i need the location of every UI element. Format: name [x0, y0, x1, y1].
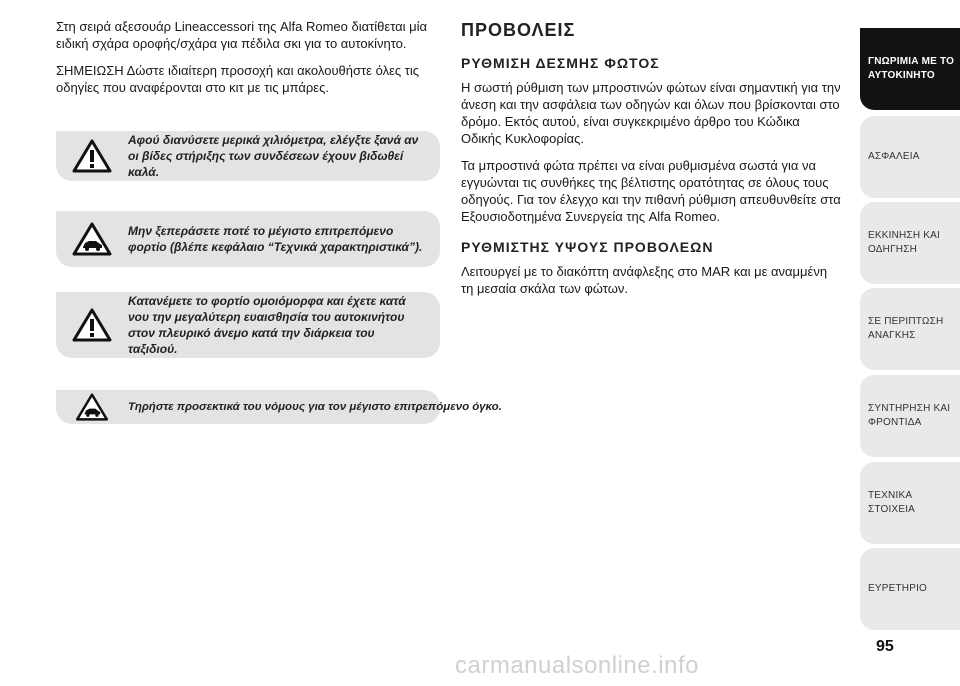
tab-label: ΑΥΤΟΚΙΝΗΤΟ: [868, 70, 935, 81]
beam-adjustment-paragraph-1: Η σωστή ρύθμιση των μπροστινών φώτων είναι σημαντική για την άνεση και την ασφάλεια των οδηγών και όλων που βρίσκονται στο δρόμο. Εκτός αυτού, είναι συγκεκριμένο άρθρο του Κώδικα Οδικής Κυκλοφορίας.: [461, 80, 841, 146]
tab-label: ΑΣΦΑΛΕΙΑ: [868, 151, 920, 162]
tab-label: ΟΔΗΓΗΣΗ: [868, 244, 918, 255]
left-column: [56, 18, 446, 106]
warning-box: [56, 131, 440, 181]
car-warning-icon: [56, 393, 128, 421]
right-column: [461, 20, 841, 307]
tab-label: ΣΥΝΤΗΡΗΣΗ ΚΑΙ: [868, 403, 951, 414]
watermark: carmanualsonline.info: [455, 652, 699, 679]
roof-rack-paragraph: Στη σειρά αξεσουάρ Lineaccessori της Alfa Romeo διατίθεται μία ειδική σχάρα οροφής/σχάρα για πέδιλα σκι για το αυτοκίνητο.: [56, 19, 428, 51]
beam-adjustment-heading: ΡΥΘΜΙΣΗ ΔΕΣΜΗΣ ΦΩΤΟΣ: [461, 55, 660, 71]
car-warning-icon: [56, 222, 128, 256]
tab-starting-driving[interactable]: [860, 202, 960, 284]
section-title: ΠΡΟΒΟΛΕΙΣ: [461, 20, 576, 40]
warning-text: Κατανέμετε το φορτίο ομοιόμορφα και έχετε κατά νου την μεγαλύτερη ευαισθησία του αυτοκινήτου στον πλευρικό άνεμο κατά την διάρκεια του ταξιδιού.: [128, 294, 406, 356]
tab-label: ΓΝΩΡΙΜΙΑ ΜΕ ΤΟ: [868, 56, 955, 67]
tab-getting-to-know[interactable]: [860, 28, 960, 110]
warning-exclamation-icon: [56, 308, 128, 342]
note-paragraph: ΣΗΜΕΙΩΣΗ Δώστε ιδιαίτερη προσοχή και ακολουθήστε όλες τις οδηγίες που αναφέρονται στο κιτ με τις μπάρες.: [56, 63, 420, 95]
tab-safety[interactable]: [860, 116, 960, 198]
tab-emergency[interactable]: [860, 288, 960, 370]
tab-maintenance[interactable]: [860, 375, 960, 457]
tab-technical-data[interactable]: [860, 462, 960, 544]
warning-box: [56, 390, 502, 424]
headlight-leveller-heading: ΡΥΘΜΙΣΤΗΣ ΥΨΟΥΣ ΠΡΟΒΟΛΕΩΝ: [461, 239, 714, 255]
warning-box: [56, 292, 440, 358]
warning-box: [56, 211, 440, 267]
headlight-leveller-paragraph: Λειτουργεί με το διακόπτη ανάφλεξης στο MAR και με αναμμένη τη μεσαία σκάλα των φώτων.: [461, 264, 828, 296]
warning-text: Τηρήστε προσεκτικά του νόμους για τον μέγιστο επιτρεπόμενο όγκο.: [128, 401, 502, 413]
tab-index[interactable]: [860, 548, 960, 630]
warning-text: Μην ξεπεράσετε ποτέ το μέγιστο επιτρεπόμενο φορτίο (βλέπε κεφάλαιο “Τεχνικά χαρακτηριστικά”).: [128, 224, 423, 254]
tab-label: ΑΝΑΓΚΗΣ: [868, 330, 916, 341]
tab-label: ΤΕΧΝΙΚΑ ΣΤΟΙΧΕΙΑ: [868, 490, 916, 515]
tab-label: ΕΥΡΕΤΗΡΙΟ: [868, 583, 928, 594]
warning-exclamation-icon: [56, 139, 128, 173]
page-number: 95: [876, 638, 894, 655]
tab-label: ΣΕ ΠΕΡΙΠΤΩΣΗ: [868, 316, 944, 327]
tab-label: ΦΡΟΝΤΙΔΑ: [868, 417, 922, 428]
beam-adjustment-paragraph-2: Τα μπροστινά φώτα πρέπει να είναι ρυθμισμένα σωστά για να εγγυώνται τις συνθήκες της βέλτιστης ορατότητας σε όλους τους οδηγούς. Για τον έλεγχο και την πιθανή ρύθμιση απευθυνθείτε στα Εξουσιοδοτημένα Συνεργεία της Alfa Romeo.: [461, 158, 841, 224]
tab-label: ΕΚΚΙΝΗΣΗ ΚΑΙ: [868, 230, 940, 241]
warning-text: Αφού διανύσετε μερικά χιλιόμετρα, ελέγξτε ξανά αν οι βίδες στήριξης των συνδέσεων έχουν βιδωθεί καλά.: [128, 133, 419, 179]
